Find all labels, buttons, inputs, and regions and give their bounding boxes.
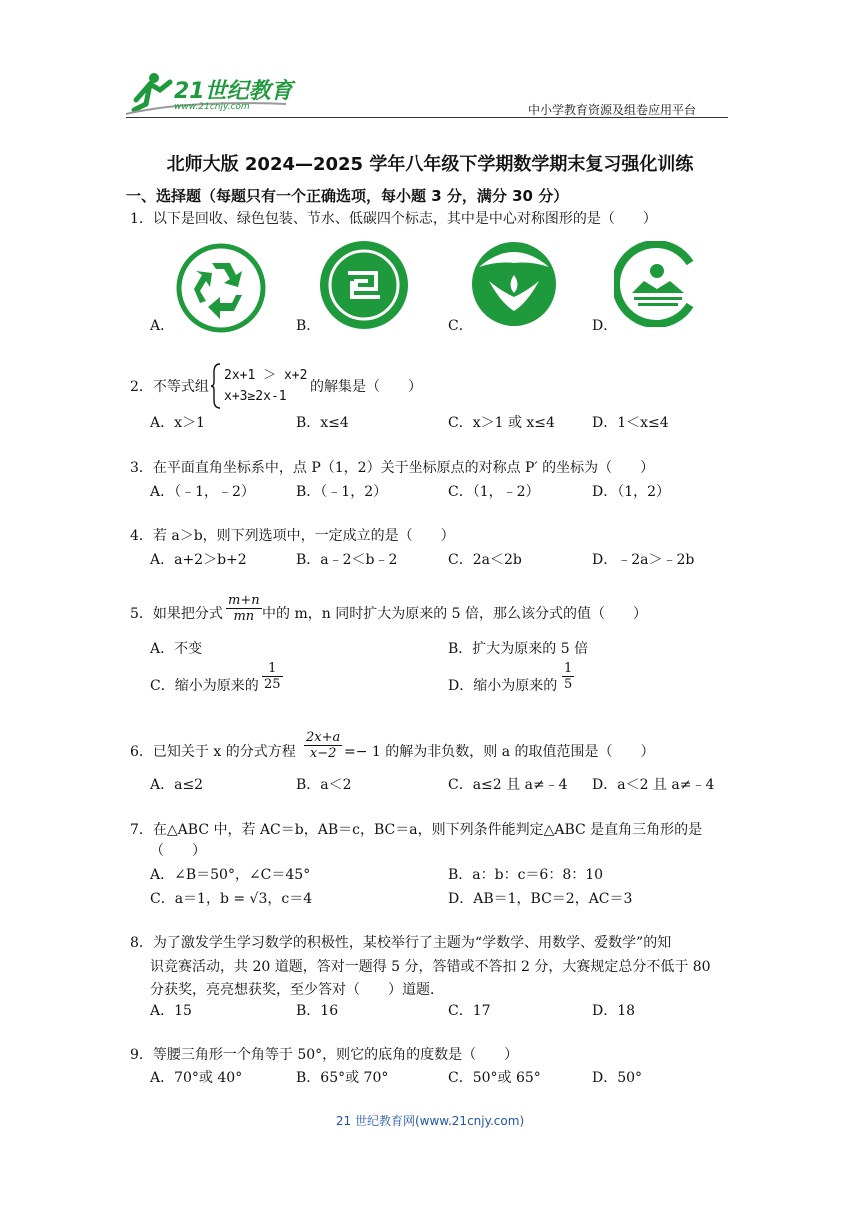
q5-d-num: 1 <box>564 661 573 676</box>
q5-c-den: 25 <box>264 677 281 692</box>
low-carbon-logo-icon <box>614 241 700 331</box>
q8-option-d: D．18 <box>592 1003 636 1019</box>
recycle-logo-icon <box>176 243 266 337</box>
q5-d-den: 5 <box>564 677 573 692</box>
q6-option-a: A．a≤2 <box>150 777 204 793</box>
q1-label-a: A． <box>150 318 175 334</box>
logo-text: 21世纪教育 <box>174 79 293 104</box>
q6-frac-den: x−2 <box>309 746 337 761</box>
q1-label-c: C． <box>448 318 473 334</box>
q1-stem: 1．以下是回收、绿色包装、节水、低碳四个标志，其中是中心对称图形的是（ ） <box>130 211 657 227</box>
q3-stem: 3．在平面直角坐标系中，点 P（1，2）关于坐标原点的对称点 P′ 的坐标为（ ） <box>130 460 655 476</box>
q8-line-2: 识竞赛活动，共 20 道题，答对一题得 5 分，答错或不答扣 2 分，大赛规定总分不低于 80 <box>150 959 711 975</box>
q7-option-d: D．AB＝1，BC＝2，AC＝3 <box>448 891 633 907</box>
q6-frac-num: 2x+a <box>306 730 341 745</box>
q5-prefix: 5．如果把分式 <box>130 606 223 622</box>
q6-fraction <box>304 730 342 761</box>
q2-option-c: C．x＞1 或 x≤4 <box>448 415 555 431</box>
q8-line-3: 分获奖，亮亮想获奖，至少答对（ ）道题． <box>150 982 444 998</box>
q2-option-a: A．x＞1 <box>150 415 205 431</box>
q8-option-c: C．17 <box>448 1003 491 1019</box>
q7-option-c: C．a＝1，b = √3，c＝4 <box>150 891 313 907</box>
q2-option-d: D．1＜x≤4 <box>592 415 669 431</box>
q3-option-b: B．（﹣1，2） <box>296 484 388 500</box>
q5-suffix: 中的 m，n 同时扩大为原来的 5 倍，那么该分式的值（ ） <box>262 606 647 622</box>
q6-prefix: 6．已知关于 x 的分式方程 <box>130 744 296 760</box>
q4-stem: 4．若 a＞b，则下列选项中，一定成立的是（ ） <box>130 528 455 544</box>
logo-url: www.21cnjy.com <box>174 102 250 112</box>
section-heading: 一、选择题（每题只有一个正确选项，每小题 3 分，满分 30 分） <box>126 187 569 205</box>
water-saving-logo-icon <box>471 241 557 331</box>
q3-option-d: D．（1，2） <box>592 484 671 500</box>
q2-option-b: B．x≤4 <box>296 415 349 431</box>
q6-option-d: D．a＜2 且 a≠﹣4 <box>592 777 715 793</box>
q5-frac-den: mn <box>233 609 255 624</box>
q5-option-c: C．缩小为原来的 <box>150 678 259 694</box>
q5-option-d: D．缩小为原来的 <box>448 678 558 694</box>
q9-option-d: D．50° <box>592 1070 643 1086</box>
q6-option-b: B．a＜2 <box>296 777 352 793</box>
q8-option-a: A．15 <box>150 1003 192 1019</box>
q4-option-c: C．2a＜2b <box>448 552 522 568</box>
q8-line-1: 8．为了激发学生学习数学的积极性，某校举行了主题为“学数学、用数学、爱数学”的知 <box>130 935 672 951</box>
q4-option-d: D．﹣2a＞﹣2b <box>592 552 695 568</box>
q5-frac-num: m+n <box>228 593 260 608</box>
page-title: 北师大版 2024—2025 学年八年级下学期数学期末复习强化训练 <box>166 154 694 175</box>
q2-brace <box>210 362 222 414</box>
q7-option-b: B．a：b：c＝6：8：10 <box>448 867 604 883</box>
q7-stem-parens: （ ） <box>150 843 206 859</box>
platform-text: 中小学教育资源及组卷应用平台 <box>528 103 697 117</box>
q7-stem: 7．在△ABC 中，若 AC＝b，AB＝c，BC＝a，则下列条件能判定△ABC 是直角三角形的是 <box>130 822 703 838</box>
q9-option-a: A．70°或 40° <box>150 1070 243 1086</box>
q5-c-num: 1 <box>262 661 283 677</box>
q8-option-b: B．16 <box>296 1003 339 1019</box>
q9-option-c: C．50°或 65° <box>448 1070 541 1086</box>
q5-option-c-fraction <box>262 661 283 692</box>
q5-fraction <box>226 593 262 624</box>
green-package-logo-icon <box>318 239 410 335</box>
q3-option-c: C．（1，﹣2） <box>448 484 540 500</box>
footer-link[interactable]: 21 世纪教育网(www.21cnjy.com) <box>335 1114 525 1128</box>
q1-label-b: B． <box>296 318 321 334</box>
q5-option-d-fraction <box>562 661 574 692</box>
q7-option-a: A．∠B＝50°，∠C＝45° <box>150 867 311 883</box>
q9-option-b: B．65°或 70° <box>296 1070 389 1086</box>
header-divider <box>126 117 728 118</box>
q9-stem: 9．等腰三角形一个角等于 50°，则它的底角的度数是（ ） <box>130 1047 519 1063</box>
q4-option-b: B．a﹣2＜b﹣2 <box>296 552 398 568</box>
q2-suffix: 的解集是（ ） <box>310 379 422 395</box>
q2-prefix: 2．不等式组 <box>130 379 209 395</box>
q2-inequality-1: 2x+1 ＞ x+2 <box>224 368 308 383</box>
q3-option-a: A．（﹣1，﹣2） <box>150 484 255 500</box>
q4-option-a: A．a+2＞b+2 <box>150 552 247 568</box>
q6-suffix: =− 1 的解为非负数，则 a 的取值范围是（ ） <box>344 744 655 760</box>
q6-option-c: C．a≤2 且 a≠﹣4 <box>448 777 568 793</box>
q1-label-d: D． <box>592 318 618 334</box>
q5-option-a: A．不变 <box>150 641 203 657</box>
logo <box>126 70 296 116</box>
q2-inequality-2: x+3≥2x-1 <box>224 389 287 404</box>
q5-option-b: B．扩大为原来的 5 倍 <box>448 641 589 657</box>
